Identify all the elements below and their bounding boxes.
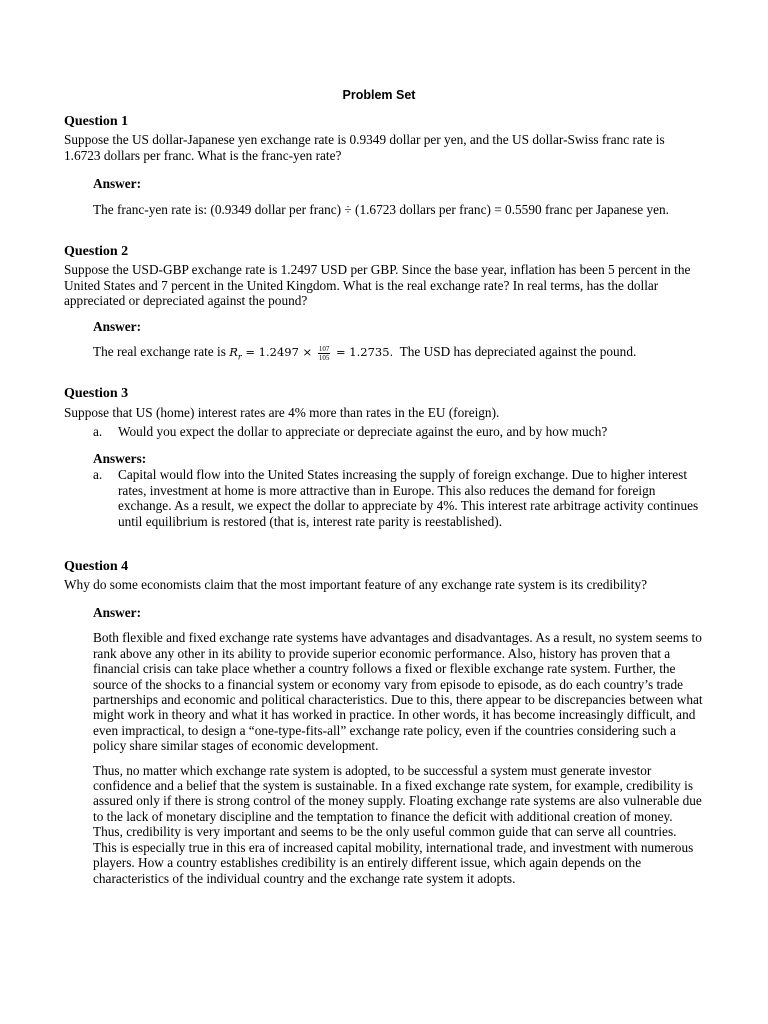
question-2-answer-text xyxy=(93,344,703,365)
question-4-answer-label: Answer: xyxy=(93,605,142,620)
answer-paragraph-1: Both flexible and fixed exchange rate systems have advantages and disadvantages. As a result, no system seems to rank above any other in its ability to provide superior economic performance. Also, history has proven that a financial crisis can take place whether a country follows a fixed or flexible exchange rate system. Further, the source of the shocks to a financial system or economy vary from episode to episode, as do each country’s trade partnerships and economic and political characteristics. Due to this, there appear to be discrepancies between what might work in theory and what it has worked in practice. In other words, it has become increasingly difficult, and even impractical, to design a “one-type-fits-all” exchange rate policy, even if the countries considering such a policy share similar stages of economic development. xyxy=(93,630,703,754)
question-4-text: Why do some economists claim that the most important feature of any exchange rate system is its credibility? xyxy=(64,577,648,593)
question-1-answer-text: The franc-yen rate is: (0.9349 dollar per franc) ÷ (1.6723 dollars per franc) = 0.5590 franc per Japanese yen. xyxy=(93,202,669,218)
question-2-heading: Question 2 xyxy=(64,244,129,259)
list-marker: a. xyxy=(93,467,103,483)
list-marker: a. xyxy=(93,424,103,439)
question-4-answer xyxy=(93,605,703,886)
answer-prefix: The real exchange rate is xyxy=(93,344,230,360)
math-subscript: r xyxy=(237,353,242,363)
math-equation-part-1: = 1.2497 × xyxy=(241,345,316,360)
math-variable: R xyxy=(229,345,238,360)
item-text: Would you expect the dollar to appreciate or depreciate against the euro, and by how much? xyxy=(118,424,608,439)
question-3-item-a xyxy=(93,424,703,439)
question-2-answer xyxy=(93,319,703,365)
math-fraction xyxy=(318,345,331,362)
answer-paragraph-2: Thus, no matter which exchange rate system is adopted, to be successful a system must generate investor confidence and a belief that the system is sustainable. In a fixed exchange rate system, for example, credibility is assured only if there is strong control of the money supply. Floating exchange rate systems are also vulnerable due to the lack of monetary discipline and the temptation to finance the deficit with additional creation of money. Thus, credibility is very important and seems to be the only useful common guide that can serve all countries. This is especially true in this era of increased capital mobility, international trade, and investment with numerous players. How a country establishes credibility is an entirely different issue, which again depends on the characteristics of the individual country and the exchange rate system it adopts. xyxy=(93,762,702,886)
question-2-answer-label: Answer: xyxy=(93,319,142,334)
answer-text: Capital would flow into the United States increasing the supply of foreign exchange. Due to higher interest rates, investment at home is more attractive than in Europe. This also reduces the demand for foreign exchange. As a result, we expect the dollar to appreciate by 4%. This interest rate arbitrage activity continues until equilibrium is restored (that is, interest rate parity is reestablished). xyxy=(118,467,699,529)
question-3-item xyxy=(93,424,703,439)
question-3-answer-a xyxy=(93,467,703,529)
question-3-answer xyxy=(93,451,703,529)
question-4 xyxy=(64,559,704,593)
page-title: Problem Set xyxy=(342,88,416,102)
fraction-numerator: 107 xyxy=(318,344,330,353)
question-3-answer-label: Answers: xyxy=(93,451,147,466)
question-1-answer-label: Answer: xyxy=(93,176,142,191)
answer-suffix: The USD has depreciated against the pound. xyxy=(393,344,637,360)
question-1-heading: Question 1 xyxy=(64,114,129,129)
question-2 xyxy=(64,244,704,309)
question-1-answer xyxy=(93,176,703,218)
question-3 xyxy=(64,386,704,421)
question-3-text: Suppose that US (home) interest rates are 4% more than rates in the EU (foreign). xyxy=(64,405,500,421)
question-1 xyxy=(64,114,704,163)
fraction-denominator: 105 xyxy=(318,353,330,362)
question-1-text: Suppose the US dollar-Japanese yen exchange rate is 0.9349 dollar per yen, and the US dollar-Swiss franc rate is 1.6723 dollars per franc. What is the franc-yen rate? xyxy=(64,132,665,163)
question-2-text: Suppose the USD-GBP exchange rate is 1.2497 USD per GBP. Since the base year, inflation has been 5 percent in the United States and 7 percent in the United Kingdom. What is the real exchange rate? In real terms, has the dollar appreciated or depreciated against the pound? xyxy=(64,262,691,309)
question-3-heading: Question 3 xyxy=(64,386,129,401)
math-equation-part-2: = 1.2735. xyxy=(332,345,394,360)
question-4-heading: Question 4 xyxy=(64,559,129,574)
